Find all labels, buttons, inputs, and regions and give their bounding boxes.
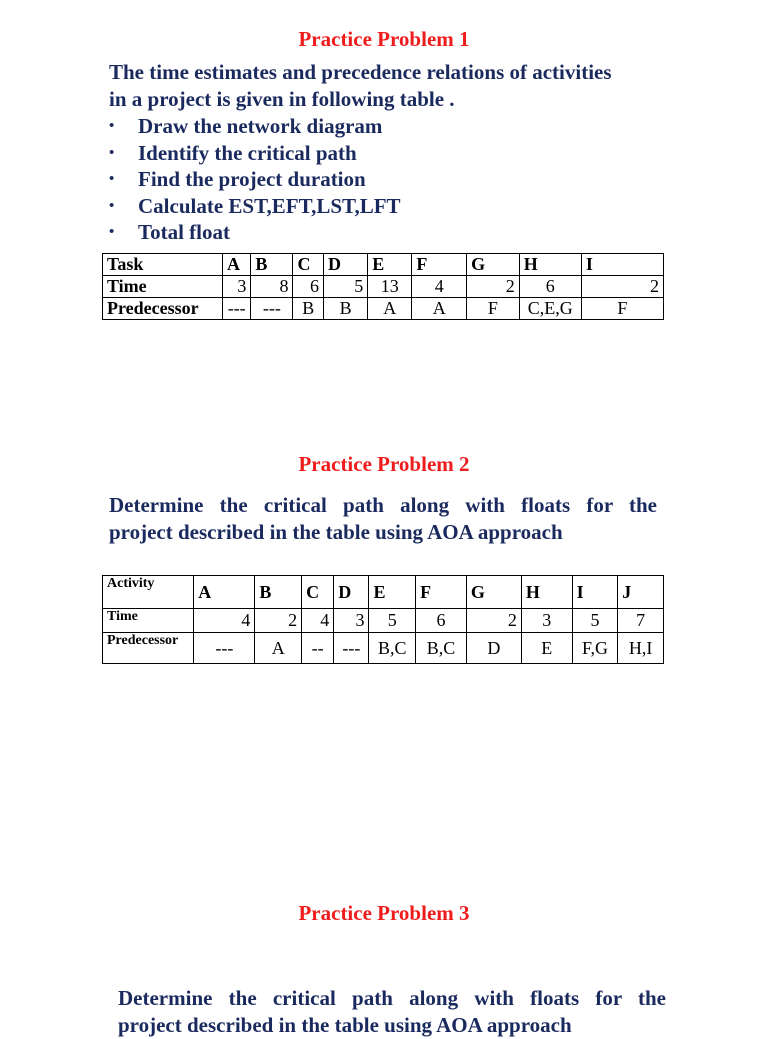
problem2-table <box>102 575 664 664</box>
task-cell: A <box>222 254 250 276</box>
bullet-dot-icon: • <box>109 144 115 161</box>
predecessor-cell: C,E,G <box>519 298 581 320</box>
predecessor-cell: H,I <box>618 633 664 664</box>
problem1-table <box>102 253 664 320</box>
time-cell: 2 <box>581 276 663 298</box>
task-cell: G <box>467 254 520 276</box>
table-row <box>103 609 664 633</box>
table-row <box>103 298 664 320</box>
activity-cell: E <box>369 576 416 609</box>
task-cell: F <box>412 254 467 276</box>
time-cell: 2 <box>255 609 302 633</box>
predecessor-cell: --- <box>194 633 255 664</box>
time-cell: 5 <box>369 609 416 633</box>
time-cell: 5 <box>572 609 618 633</box>
problem2-text-line1: Determine the critical path along with floats for the <box>109 493 657 517</box>
predecessor-cell: F <box>467 298 520 320</box>
problem1-bullet-list <box>109 113 401 246</box>
time-cell: 2 <box>466 609 521 633</box>
problem2-text-line2: project described in the table using AOA approach <box>109 520 563 544</box>
time-cell: 7 <box>618 609 664 633</box>
time-cell: 4 <box>302 609 334 633</box>
bullet-item: • Identify the critical path <box>109 140 357 165</box>
activity-cell: A <box>194 576 255 609</box>
time-cell: 4 <box>194 609 255 633</box>
row-label: Predecessor <box>103 298 223 320</box>
bullet-dot-icon: • <box>109 197 115 214</box>
task-cell: I <box>581 254 663 276</box>
problem1-intro-line1: The time estimates and precedence relations of activities <box>109 60 612 84</box>
activity-cell: H <box>521 576 572 609</box>
problem2-text <box>109 492 657 546</box>
table-row <box>103 576 664 609</box>
task-cell: C <box>293 254 324 276</box>
predecessor-cell: B,C <box>369 633 416 664</box>
time-cell: 3 <box>521 609 572 633</box>
task-cell: D <box>323 254 367 276</box>
problem3-text-line1: Determine the critical path along with floats for the <box>118 986 666 1010</box>
time-cell: 3 <box>222 276 250 298</box>
predecessor-cell: D <box>466 633 521 664</box>
row-label: Time <box>103 276 223 298</box>
time-cell: 6 <box>519 276 581 298</box>
time-cell: 2 <box>467 276 520 298</box>
predecessor-cell: B <box>323 298 367 320</box>
predecessor-cell: --- <box>251 298 293 320</box>
predecessor-cell: A <box>412 298 467 320</box>
row-label: Activity <box>103 576 194 609</box>
bullet-dot-icon: • <box>109 224 115 241</box>
activity-cell: F <box>416 576 467 609</box>
bullet-item: • Total float <box>109 220 230 245</box>
problem1-title: Practice Problem 1 <box>298 27 470 51</box>
time-cell: 5 <box>323 276 367 298</box>
time-cell: 3 <box>334 609 369 633</box>
bullet-item: • Calculate EST,EFT,LST,LFT <box>109 193 401 218</box>
predecessor-cell: -- <box>302 633 334 664</box>
bullet-dot-icon: • <box>109 118 115 134</box>
time-cell: 8 <box>251 276 293 298</box>
time-cell: 13 <box>368 276 412 298</box>
predecessor-cell: A <box>255 633 302 664</box>
time-cell: 4 <box>412 276 467 298</box>
problem3-text-line2: project described in the table using AOA approach <box>118 1013 572 1037</box>
activity-cell: G <box>466 576 521 609</box>
predecessor-cell: --- <box>222 298 250 320</box>
bullet-dot-icon: • <box>109 171 115 188</box>
predecessor-cell: A <box>368 298 412 320</box>
problem3-title: Practice Problem 3 <box>298 901 470 925</box>
row-label: Time <box>103 609 194 633</box>
activity-cell: D <box>334 576 369 609</box>
problem1-intro <box>109 59 657 113</box>
task-cell: B <box>251 254 293 276</box>
activity-cell: B <box>255 576 302 609</box>
predecessor-cell: B <box>293 298 324 320</box>
table-row <box>103 633 664 664</box>
predecessor-cell: F,G <box>572 633 618 664</box>
row-label: Predecessor <box>103 633 194 664</box>
activity-cell: I <box>572 576 618 609</box>
activity-cell: J <box>618 576 664 609</box>
predecessor-cell: E <box>521 633 572 664</box>
predecessor-cell: F <box>581 298 663 320</box>
time-cell: 6 <box>416 609 467 633</box>
table-row <box>103 276 664 298</box>
table-row <box>103 254 664 276</box>
problem3-text <box>118 985 666 1039</box>
task-cell: H <box>519 254 581 276</box>
predecessor-cell: --- <box>334 633 369 664</box>
problem2-title: Practice Problem 2 <box>298 452 470 476</box>
bullet-item: • Find the project duration <box>109 167 366 192</box>
activity-cell: C <box>302 576 334 609</box>
row-label: Task <box>103 254 223 276</box>
time-cell: 6 <box>293 276 324 298</box>
task-cell: E <box>368 254 412 276</box>
problem1-intro-line2: in a project is given in following table . <box>109 87 455 111</box>
bullet-item: • Draw the network diagram <box>109 114 383 138</box>
predecessor-cell: B,C <box>416 633 467 664</box>
